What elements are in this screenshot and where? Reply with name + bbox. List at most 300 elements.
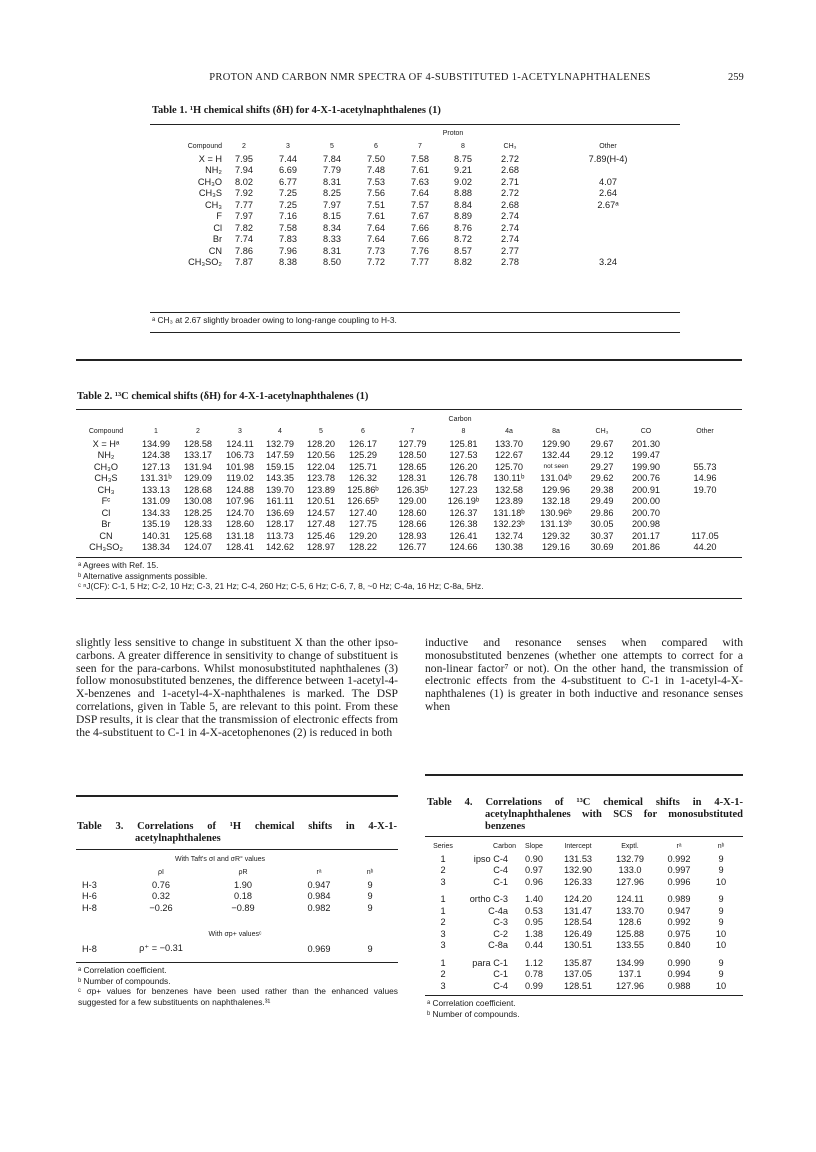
table4-footnotes (427, 998, 520, 1019)
table-cell: 2 (440, 969, 446, 980)
table-cell: 29.27 (590, 461, 614, 472)
table-cell: 8.57 (454, 245, 472, 256)
table-row (150, 153, 680, 165)
table-cell: 1.40 (525, 894, 543, 905)
table-cell: 1.90 (234, 879, 252, 890)
table-cell: 7.94 (235, 165, 253, 176)
table-cell: 8.82 (454, 257, 472, 268)
column-header: 6 (374, 142, 378, 150)
column-header: Intercept (564, 842, 592, 850)
table-cell: ρ⁺ = −0.31 (139, 943, 183, 954)
table-cell: 9 (718, 853, 724, 864)
table-row (76, 484, 742, 496)
table-cell: 2.68 (501, 199, 519, 210)
table-cell: 2 (440, 865, 446, 876)
table-cell: 0.990 (667, 957, 691, 968)
running-header: PROTON AND CARBON NMR SPECTRA OF 4-SUBSTITUTED 1-ACETYLNAPHTHALENES (209, 72, 651, 83)
table-cell: 130.08 (183, 496, 213, 507)
table-cell: 132.44 (541, 450, 571, 461)
table-cell (536, 222, 680, 234)
table-cell: 129.00 (398, 496, 427, 507)
table-cell: 128.20 (306, 438, 336, 449)
table-cell (668, 519, 742, 531)
table-cell: 0.95 (525, 917, 543, 928)
table-cell: 30.69 (590, 542, 614, 553)
table-cell: 133.55 (615, 940, 645, 951)
table-cell (536, 245, 680, 257)
table3-subhead1: With Taft's σI and σR° values (174, 856, 266, 863)
column-header: 6 (361, 427, 365, 435)
table-cell: 0.32 (152, 891, 170, 902)
table-cell: 126.37 (449, 507, 478, 518)
table-cell: 124.11 (226, 438, 254, 449)
table-cell: 2.68 (501, 165, 519, 176)
table-cell: 0.969 (307, 943, 331, 954)
table-cell: 128.6 (618, 917, 642, 928)
table-cell: 133.0 (618, 865, 642, 876)
table-cell (200, 943, 286, 955)
table-row (428, 969, 740, 981)
table-cell: 200.98 (631, 519, 661, 530)
table-cell: 127.96 (615, 876, 645, 887)
table-cell: 128.50 (398, 450, 427, 461)
table-cell: para C-1 (472, 957, 508, 968)
table-row (150, 199, 680, 211)
table-cell: 124.07 (183, 542, 213, 553)
table-cell: 128.31 (398, 473, 427, 484)
table-cell: CH₃SO₂ (89, 542, 123, 553)
table-cell: 8.02 (235, 176, 253, 187)
table-cell: 128.51 (563, 980, 593, 991)
table-cell: 9.21 (454, 165, 472, 176)
table-cell: 0.90 (525, 853, 543, 864)
table-row (82, 943, 388, 955)
table2-caption: Table 2. ¹³C chemical shifts (δH) for 4-X-1-acetylnaphthalenes (1) (77, 391, 369, 402)
table-cell: 7.51 (367, 199, 385, 210)
table-cell: 131.13ᵇ (540, 519, 572, 530)
table-cell: 9.02 (454, 176, 472, 187)
table-cell: 7.56 (367, 188, 385, 199)
table-cell: 7.66 (411, 222, 429, 233)
table-cell: 3.24 (599, 257, 617, 268)
table-cell: 107.96 (225, 496, 255, 507)
table-cell: 129.20 (348, 530, 378, 541)
table-cell: 8.88 (454, 188, 472, 199)
table-cell: X = Hᵃ (92, 438, 120, 449)
table-row (150, 211, 680, 223)
table-cell: Br (212, 234, 222, 245)
table-cell: 9 (367, 891, 373, 902)
table-cell: CN (99, 530, 113, 541)
table-cell: 3 (440, 876, 446, 887)
table-cell: 7.53 (367, 176, 385, 187)
table-cell: 199.47 (631, 450, 661, 461)
table-cell: 7.63 (411, 176, 429, 187)
table-cell: 130.51 (563, 940, 593, 951)
table-cell: 2.67ᵃ (597, 199, 619, 210)
table-cell: 1.38 (525, 928, 543, 939)
table-cell: 0.44 (525, 940, 543, 951)
table-cell: 7.77 (235, 199, 253, 210)
table-cell: 131.18ᵇ (493, 507, 525, 518)
table-cell (668, 450, 742, 462)
table-cell: 131.18 (225, 530, 255, 541)
table-cell: 126.32 (348, 473, 378, 484)
table-cell: 8.38 (279, 257, 297, 268)
table-cell: 143.35 (265, 473, 295, 484)
table-cell: 8.25 (323, 188, 341, 199)
table-cell: 7.97 (323, 199, 341, 210)
table-row (150, 176, 680, 188)
table-cell: 7.44 (279, 153, 297, 164)
table-cell: 7.48 (367, 165, 385, 176)
table-cell: 7.57 (411, 199, 429, 210)
table-cell: 161.11 (266, 496, 294, 507)
table-cell: 3 (440, 940, 446, 951)
table-cell: 131.47 (563, 905, 593, 916)
table-row (428, 853, 740, 865)
table-cell: 29.67 (590, 438, 614, 449)
table-cell: 0.996 (667, 876, 691, 887)
table-cell: 129.16 (541, 542, 571, 553)
table-row (82, 879, 388, 891)
column-header: 7 (418, 142, 422, 150)
table-cell: C-3 (493, 917, 508, 928)
column-header: Exptl. (621, 842, 639, 850)
table3-footnotes (78, 965, 398, 1007)
table-cell: 132.18 (541, 496, 571, 507)
table-row (76, 450, 742, 462)
table-cell: 9 (718, 865, 724, 876)
table-cell: 127.75 (348, 519, 378, 530)
table-cell: 7.25 (279, 199, 297, 210)
table-cell: 201.30 (631, 438, 661, 449)
table-cell: 132.58 (494, 484, 524, 495)
table-cell: 200.00 (631, 496, 661, 507)
table-row (150, 234, 680, 246)
table-cell: 7.64 (411, 188, 429, 199)
column-header: ρI (158, 868, 164, 876)
table-cell: 2 (440, 917, 446, 928)
column-header: 3 (238, 427, 242, 435)
table-cell: 4.07 (599, 176, 617, 187)
table-cell: 7.73 (367, 245, 385, 256)
table-cell: Cl (101, 507, 111, 518)
table-cell: 1 (440, 894, 446, 905)
table-cell: 130.96ᵇ (540, 507, 572, 518)
table1-footnote: ᵃ CH₃ at 2.67 slightly broader owing to long-range coupling to H-3. (152, 315, 397, 325)
table-row (76, 519, 742, 531)
table-cell: CH₃SO₂ (188, 257, 222, 268)
table-cell: 139.70 (265, 484, 295, 495)
table-cell: 113.73 (266, 530, 294, 541)
table-cell (536, 165, 680, 177)
table-cell: 7.67 (411, 211, 429, 222)
table-row (428, 917, 740, 929)
table-cell: 2.78 (501, 257, 519, 268)
table-cell: 0.76 (152, 879, 170, 890)
table-row (428, 865, 740, 877)
table-cell: 132.74 (494, 530, 524, 541)
table-cell: 131.04ᵇ (540, 473, 572, 484)
table3 (82, 865, 388, 914)
table-cell: 7.79 (323, 165, 341, 176)
table-cell: 127.48 (306, 519, 336, 530)
table-row (76, 542, 742, 554)
column-header: CH₃ (503, 142, 517, 150)
table-cell: 125.86ᵇ (347, 484, 379, 495)
table-cell: 142.62 (265, 542, 295, 553)
table-cell: 44.20 (693, 542, 717, 553)
table-cell: 7.97 (235, 211, 253, 222)
table-cell: ipso C-4 (473, 853, 508, 864)
table1-caption: Table 1. ¹H chemical shifts (δH) for 4-X-1-acetylnaphthalenes (1) (152, 105, 441, 116)
table-cell: 7.86 (235, 245, 253, 256)
table-cell: 199.90 (631, 461, 661, 472)
table-row (428, 928, 740, 940)
table2-footnote-b: ᵇ Alternative assignments possible. (78, 570, 208, 581)
table-cell: 2.72 (501, 188, 519, 199)
table-cell: 134.99 (615, 957, 645, 968)
table-cell: 128.17 (265, 519, 295, 530)
table-cell: H-6 (82, 891, 97, 902)
table-cell: C-2 (493, 928, 508, 939)
table-cell: 0.78 (525, 969, 543, 980)
table-cell: 126.19ᵇ (447, 496, 480, 507)
table-cell (668, 507, 742, 519)
table-cell: 126.41 (449, 530, 478, 541)
table-cell: 129.90 (541, 438, 571, 449)
table-cell: 0.992 (667, 853, 691, 864)
table-cell: 131.53 (563, 853, 593, 864)
table-cell: 128.66 (398, 519, 427, 530)
table-cell: 127.13 (141, 461, 171, 472)
column-header: Other (696, 427, 714, 435)
column-header: 1 (154, 427, 158, 435)
table2-footnote-c: ᶜ ⁿJ(CF): C-1, 5 Hz; C-2, 10 Hz; C-3, 21 Hz; C-4, 260 Hz; C-5, 6 Hz; C-6, 7, 8, ~0 Hz; C-4a, 16 Hz; C-8a, 5Hz. (78, 581, 484, 591)
table-cell: 128.58 (183, 438, 213, 449)
table-cell: 126.78 (449, 473, 478, 484)
column-header: Other (599, 142, 617, 150)
table-cell: 117.05 (691, 530, 719, 541)
table-row (428, 905, 740, 917)
column-header: rᵃ (676, 842, 682, 850)
table-cell: 29.49 (590, 496, 614, 507)
table-cell: 7.50 (367, 153, 385, 164)
table-cell: 124.66 (449, 542, 478, 553)
column-header: 4 (278, 427, 282, 435)
table-cell: 0.53 (525, 905, 543, 916)
table2-footnote-a: ᵃ Agrees with Ref. 15. (78, 560, 159, 570)
table-cell: 125.68 (183, 530, 213, 541)
table-cell: 2.64 (599, 188, 617, 199)
table-cell: 132.90 (563, 865, 593, 876)
table-cell: 7.92 (235, 188, 253, 199)
table-cell: 127.23 (449, 484, 478, 495)
table-cell: 9 (367, 879, 373, 890)
table-cell: 7.77 (411, 257, 429, 268)
table-cell: 7.74 (235, 234, 253, 245)
table-cell: 129.09 (183, 473, 213, 484)
table-cell: 8.15 (323, 211, 341, 222)
table-cell: 128.54 (563, 917, 593, 928)
table3-caption (77, 821, 397, 845)
table-cell: 137.1 (618, 969, 642, 980)
table-cell: 14.96 (693, 473, 717, 484)
table-cell: 8.76 (454, 222, 472, 233)
table-cell: 7.58 (279, 222, 297, 233)
table-cell: 7.64 (367, 222, 385, 233)
table-cell: 3 (440, 980, 446, 991)
table-cell: 7.76 (411, 245, 429, 256)
table-cell: 8.31 (323, 245, 341, 256)
table-cell: Br (101, 519, 111, 530)
table-cell: 125.29 (348, 450, 378, 461)
table1-group-label: Proton (442, 130, 464, 137)
table-cell: 126.35ᵇ (396, 484, 429, 495)
table-row (76, 461, 742, 473)
table4-caption-line1: Table 4. Correlations of ¹³C chemical shifts in 4-X-1- (427, 797, 743, 808)
table-cell: 0.18 (234, 891, 252, 902)
table-cell: 2.72 (501, 153, 519, 164)
table-cell: 136.69 (265, 507, 295, 518)
table-row (150, 245, 680, 257)
table-cell: 0.96 (525, 876, 543, 887)
table-cell: 127.96 (615, 980, 645, 991)
table-cell: CH₃O (93, 461, 119, 472)
table-cell: NH₂ (97, 450, 115, 461)
table4 (428, 839, 740, 992)
table-cell: CH₃S (198, 188, 222, 199)
table-cell: 29.86 (590, 507, 614, 518)
table-cell: ortho C-3 (469, 894, 508, 905)
table-cell: H-8 (82, 902, 97, 913)
table-cell: 9 (718, 957, 724, 968)
table-cell: C-8a (488, 940, 508, 951)
table-cell: 55.73 (693, 461, 717, 472)
table-cell: 124.11 (616, 894, 644, 905)
table-cell: 120.51 (306, 496, 336, 507)
table-row (82, 902, 388, 914)
table-cell: 10 (715, 928, 727, 939)
column-header: rᵃ (316, 868, 322, 876)
table-cell: 9 (718, 917, 724, 928)
table-row (150, 222, 680, 234)
table-cell: NH₂ (205, 165, 222, 176)
table-cell: 124.38 (141, 450, 171, 461)
table-cell: 130.38 (494, 542, 524, 553)
table-cell: 132.79 (265, 438, 295, 449)
table-cell: 128.65 (398, 461, 427, 472)
table-cell: 120.56 (306, 450, 336, 461)
table-cell: 124.20 (563, 894, 593, 905)
table-cell: 119.02 (226, 473, 254, 484)
table-cell: 7.95 (235, 153, 253, 164)
table-row (76, 473, 742, 485)
table-cell: 0.97 (525, 865, 543, 876)
table-cell: 125.81 (449, 438, 478, 449)
table-cell: 9 (718, 969, 724, 980)
table-cell: 131.31ᵇ (140, 473, 172, 484)
table-cell: 128.68 (183, 484, 213, 495)
table-row (428, 894, 740, 906)
table-cell: C-1 (493, 876, 508, 887)
table-cell: 132.23ᵇ (493, 519, 525, 530)
table-cell: 128.33 (183, 519, 213, 530)
table-cell: 127.79 (398, 438, 427, 449)
table-cell: 126.65ᵇ (347, 496, 379, 507)
table-cell: 201.17 (631, 530, 661, 541)
table-cell: 130.11ᵇ (493, 473, 525, 484)
table3-subhead2: With σp+ valuesᶜ (208, 931, 262, 938)
table-cell: 0.982 (307, 902, 331, 913)
table-cell: 30.05 (590, 519, 614, 530)
table-cell: 7.72 (367, 257, 385, 268)
table-cell: C-4 (493, 865, 508, 876)
table-cell: C-4 (493, 980, 508, 991)
table-row (76, 496, 742, 508)
table-cell: CH₃S (94, 473, 118, 484)
table-cell: 128.97 (306, 542, 336, 553)
table-cell: 125.70 (494, 461, 524, 472)
table-cell: 9 (718, 905, 724, 916)
table-cell: 0.975 (667, 928, 691, 939)
table-cell: 159.15 (265, 461, 295, 472)
column-header: Carbon (493, 842, 516, 850)
body-text-right: inductive and resonance senses when compared with monosubstituted benzenes (whether one attempts to correct for a non-linear factor⁷ or not). On the other hand, the transmission of electronic effects from the 4-substituent to C-1 in 1-acetyl-4-X-naphthalenes (1) is greater in both inductive and resonance senses when (425, 636, 743, 713)
table-cell: 126.77 (398, 542, 427, 553)
table-row (150, 165, 680, 177)
table-cell: 126.38 (449, 519, 478, 530)
table-cell: 8.89 (454, 211, 472, 222)
table-cell: 0.947 (307, 879, 331, 890)
table-cell: 10 (715, 876, 727, 887)
table-cell: 2.71 (501, 176, 519, 187)
table-cell: 138.34 (141, 542, 171, 553)
table-cell: 128.41 (225, 542, 255, 553)
table-row (76, 438, 742, 450)
table-cell: 6.77 (279, 176, 297, 187)
column-header: 3 (286, 142, 290, 150)
table-cell: 7.89(H-4) (588, 153, 628, 164)
table-cell: 126.33 (563, 876, 593, 887)
table-cell: 7.83 (279, 234, 297, 245)
table-cell: 0.984 (307, 891, 331, 902)
table-cell: 2.74 (501, 211, 519, 222)
table-cell: 128.60 (398, 507, 427, 518)
table-cell: 9 (367, 902, 373, 913)
table-cell: 8.72 (454, 234, 472, 245)
column-header: 5 (319, 427, 323, 435)
table-cell: 140.31 (141, 530, 171, 541)
table-cell: 3 (440, 928, 446, 939)
column-header: 7 (410, 427, 415, 435)
table-cell (536, 211, 680, 223)
table-cell (668, 438, 742, 450)
table-cell: 133.70 (494, 438, 524, 449)
table-cell: 7.96 (279, 245, 297, 256)
table-cell: 7.16 (279, 211, 297, 222)
table-cell: 1 (440, 853, 446, 864)
table-row (82, 891, 388, 903)
column-header: CO (640, 427, 652, 435)
column-header: 8a (552, 427, 560, 435)
table-cell: 200.91 (631, 484, 661, 495)
table-cell: 135.87 (563, 957, 593, 968)
table-cell: 2.74 (501, 222, 519, 233)
table-row (150, 188, 680, 200)
table-cell: 10 (715, 980, 727, 991)
